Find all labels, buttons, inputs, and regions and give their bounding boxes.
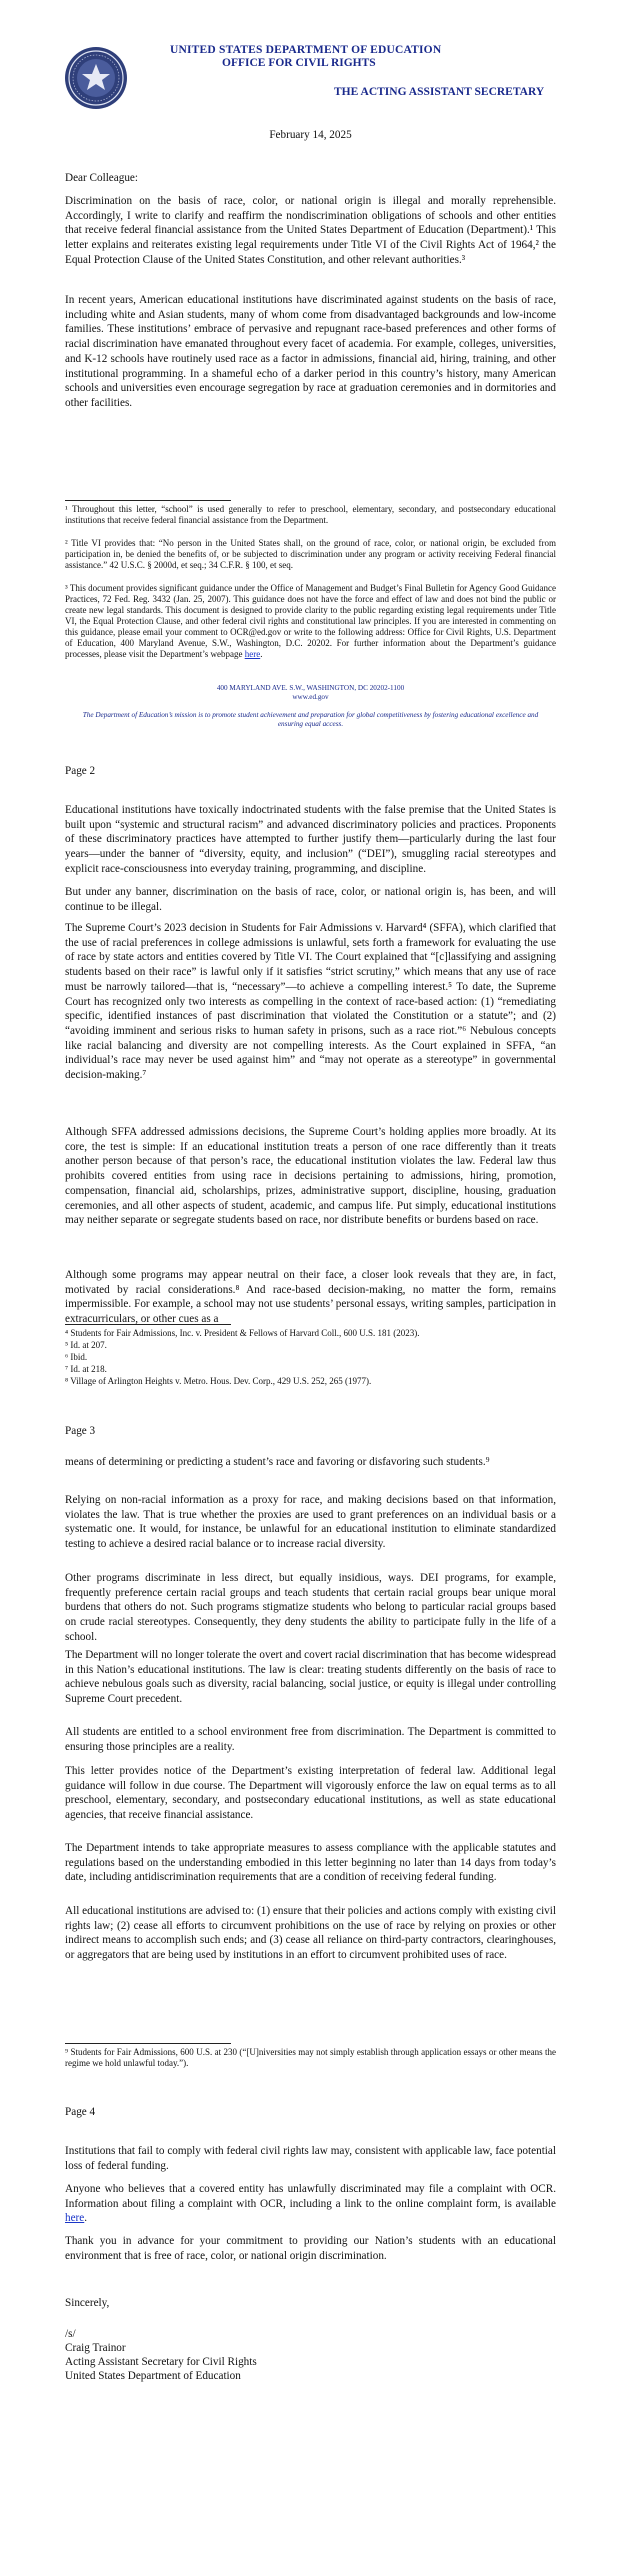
p3-paragraph-3: Other programs discriminate in less direct, but equally insidious, ways. DEI programs, for example, frequently preference certain racial groups and teach students that certain racial groups bear unique moral burdens that others do not. Such programs stigmatize students who belong to particular racial groups based on crude racial stereotypes. Consequently, they deny students the ability to participate fully in the life of a school. xyxy=(65,1572,556,1643)
footnote-7: ⁷ Id. at 218. xyxy=(65,1364,107,1374)
salutation: Dear Colleague: xyxy=(65,172,138,184)
letterhead-title: THE ACTING ASSISTANT SECRETARY xyxy=(334,86,545,98)
letterhead-office: OFFICE FOR CIVIL RIGHTS xyxy=(222,57,376,69)
footnote-rule xyxy=(65,2043,231,2044)
p4-paragraph-2: Anyone who believes that a covered entity has unlawfully discriminated may file a complaint with OCR. Information about filing a complaint with OCR, including a link to the online complaint form, is available here. xyxy=(65,2183,556,2225)
complaint-form-link[interactable]: here xyxy=(65,2212,85,2225)
p3-paragraph-4: The Department will no longer tolerate the overt and covert racial discrimination that has become widespread in this Nation’s educational institutions. The law is clear: treating students differently on the basis of race to achieve nebulous goals such as diversity, racial balancing, social justice, or equity is illegal under controlling Supreme Court precedent. xyxy=(65,1649,556,1706)
footnote-9: ⁹ Students for Fair Admissions, 600 U.S. at 230 (“[U]niversities may not simply establish through application essays or other means the regime we hold unlawful today.”). xyxy=(65,2047,556,2068)
mission-statement: The Department of Education’s mission is to promote student achievement and preparation for global competitiveness by fostering educational excellence and ensuring equal access. xyxy=(82,711,539,728)
footnote-6: ⁶ Ibid. xyxy=(65,1352,88,1362)
footer-address: 400 MARYLAND AVE. S.W., WASHINGTON, DC 20202-1100 xyxy=(216,684,405,692)
footnote-2: ² Title VI provides that: “No person in the United States shall, on the ground of race, color, or national origin, be excluded from participation in, be denied the benefits of, or be subjected to discrimination under any program or activity receiving Federal financial assistance.” 42 U.S.C. § 2000d, et seq.; 34 C.F.R. § 100, et seq. xyxy=(65,538,556,570)
footnote-3: ³ This document provides significant guidance under the Office of Management and Budget’s Final Bulletin for Agency Good Guidance Practices, 72 Fed. Reg. 3432 (Jan. 25, 2007). This guidance does not have the force and effect of law and does not bind the public or create new legal standards. This document is designed to provide clarity to the public regarding existing legal requirements under Title VI, the Equal Protection Clause, and other federal civil rights and constitutional law principles. If you are interested in commenting on this guidance, please email your comment to OCR@ed.gov or write to the following address: Office for Civil Rights, U.S. Department of Education, 400 Maryland Avenue, S.W., Washington, D.C. 20202. For further information about the Department’s guidance processes, please visit the Department’s webpage here. xyxy=(65,583,556,659)
p2-paragraph-1: Educational institutions have toxically indoctrinated students with the false premise that the United States is built upon “systemic and structural racism” and advanced discriminatory policies and practices. Proponents of these discriminatory practices have attempted to further justify them—particularly during the last four years—under the banner of “diversity, equity, and inclusion” (“DEI”), smuggling racial stereotypes and explicit race-consciousness into everyday training, programming, and discipline. xyxy=(65,804,556,875)
signer-organization: United States Department of Education xyxy=(65,2370,241,2382)
closing: Sincerely, xyxy=(65,2297,110,2309)
letterhead-department: UNITED STATES DEPARTMENT OF EDUCATION xyxy=(170,44,442,56)
department-seal-icon xyxy=(64,46,128,110)
footnote-1: ¹ Throughout this letter, “school” is used generally to refer to preschool, elementary, secondary, and postsecondary educational institutions that receive federal financial assistance from the Department. xyxy=(65,504,556,525)
letter-date: February 14, 2025 xyxy=(269,129,352,141)
p3-paragraph-8: All educational institutions are advised to: (1) ensure that their policies and actions comply with existing civil rights law; (2) cease all efforts to circumvent prohibitions on the use of race by relying on proxies or other indirect means to accomplish such ends; and (3) cease all reliance on third-party contractors, clearinghouses, or aggregators that are being used by institutions in an effort to circumvent prohibited uses of race. xyxy=(65,1905,556,1962)
p4-paragraph-1: Institutions that fail to comply with federal civil rights law may, consistent with applicable law, face potential loss of federal funding. xyxy=(65,2145,556,2172)
p3-paragraph-2: Relying on non-racial information as a proxy for race, and making decisions based on that information, violates the law. That is true whether the proxies are used to grant preferences on an individual basis or a systematic one. It would, for instance, be unlawful for an educational institution to eliminate standardized testing to achieve a desired racial balance or to increase racial diversity. xyxy=(65,1494,556,1551)
footnote-8: ⁸ Village of Arlington Heights v. Metro. Hous. Dev. Corp., 429 U.S. 252, 265 (1977). xyxy=(65,1376,372,1386)
p3-paragraph-5: All students are entitled to a school environment free from discrimination. The Department is committed to ensuring those principles are a reality. xyxy=(65,1726,556,1753)
page-number-2: Page 2 xyxy=(65,765,96,777)
signature-mark: /s/ xyxy=(65,2328,76,2340)
p4-paragraph-3: Thank you in advance for your commitment to providing our Nation’s students with an educational environment that is free of race, color, or national origin discrimination. xyxy=(65,2235,556,2262)
footer-website: www.ed.gov xyxy=(292,693,329,701)
p2-paragraph-4: Although SFFA addressed admissions decisions, the Supreme Court’s holding applies more broadly. At its core, the test is simple: If an educational institution treats a person of one race differently than it treats another person because of that person’s race, the educational institution violates the law. Federal law thus prohibits covered entities from using race in decisions pertaining to admissions, hiring, promotion, compensation, financial aid, scholarships, prizes, administrative support, discipline, housing, graduation ceremonies, and all other aspects of student, academic, and campus life. Put simply, educational institutions may neither separate or segregate students based on race, nor distribute benefits or burdens based on race. xyxy=(65,1126,556,1227)
footnote-5: ⁵ Id. at 207. xyxy=(65,1340,107,1350)
footnote-4: ⁴ Students for Fair Admissions, Inc. v. President & Fellows of Harvard Coll., 600 U.S. 181 (2023). xyxy=(65,1328,420,1338)
page-number-4: Page 4 xyxy=(65,2106,96,2118)
footnote-rule xyxy=(65,1324,231,1325)
page-number-3: Page 3 xyxy=(65,1425,96,1437)
p2-paragraph-2: But under any banner, discrimination on the basis of race, color, or national origin is, has been, and will continue to be illegal. xyxy=(65,886,556,913)
p3-paragraph-6: This letter provides notice of the Department’s existing interpretation of federal law. Additional legal guidance will follow in due course. The Department will vigorously enforce the law on equal terms as to all preschool, elementary, secondary, and postsecondary educational institutions, as well as state educational agencies, that receive financial assistance. xyxy=(65,1765,556,1822)
p3-paragraph-7: The Department intends to take appropriate measures to assess compliance with the applicable statutes and regulations based on the understanding embodied in this letter beginning no later than 14 days from today’s date, including antidiscrimination requirements that are a condition of receiving federal funding. xyxy=(65,1842,556,1884)
p2-paragraph-3: The Supreme Court’s 2023 decision in Students for Fair Admissions v. Harvard⁴ (SFFA), which clarified that the use of racial preferences in college admissions is unlawful, sets forth a framework for evaluating the use of race by state actors and entities covered by Title VI. The Court explained that “[c]lassifying and assigning students based on their race” is lawful only if it satisfies “strict scrutiny,” which means that any use of race must be narrowly tailored—that is, “necessary”—to achieve a compelling interest.⁵ To date, the Supreme Court has recognized only two interests as compelling in the context of race-based action: (1) “remediating specific, identified instances of past discrimination that violated the Constitution or a statute”; and (2) “avoiding imminent and serious risks to human safety in prisons, such as a race riot.”⁶ Nebulous concepts like racial balancing and diversity are not compelling interests. As the Court explained in SFFA, “an individual’s race may never be used against him” and “may not operate as a stereotype” in governmental decision-making.⁷ xyxy=(65,922,556,1082)
p3-paragraph-1: means of determining or predicting a student’s race and favoring or disfavoring such students.⁹ xyxy=(65,1456,490,1468)
guidance-webpage-link[interactable]: here xyxy=(244,649,261,659)
p2-paragraph-5: Although some programs may appear neutral on their face, a closer look reveals that they are, in fact, motivated by racial considerations.⁸ And race-based decision-making, no matter the form, remains impermissible. For example, a school may not use students’ personal essays, writing samples, participation in extracurriculars, or other cues as a xyxy=(65,1269,556,1326)
p1-paragraph-2: In recent years, American educational institutions have discriminated against students on the basis of race, including white and Asian students, many of whom come from disadvantaged backgrounds and low-income families. These institutions’ embrace of pervasive and repugnant race-based preferences and other forms of racial discrimination have emanated throughout every facet of academia. For example, colleges, universities, and K-12 schools have routinely used race as a factor in admissions, financial aid, hiring, training, and other institutional programming. In a shameful echo of a darker period in this country’s history, many American schools and universities even encourage segregation by race at graduation ceremonies and in dormitories and other facilities. xyxy=(65,294,556,409)
p1-paragraph-1: Discrimination on the basis of race, color, or national origin is illegal and morally reprehensible. Accordingly, I write to clarify and reaffirm the nondiscrimination obligations of schools and other entities that receive federal financial assistance from the United States Department of Education (Department).¹ This letter explains and reiterates existing legal requirements under Title VI of the Civil Rights Act of 1964,² the Equal Protection Clause of the United States Constitution, and other relevant authorities.³ xyxy=(65,195,556,266)
signer-name: Craig Trainor xyxy=(65,2342,126,2354)
signer-title: Acting Assistant Secretary for Civil Rights xyxy=(65,2356,257,2368)
footnote-rule xyxy=(65,500,231,501)
